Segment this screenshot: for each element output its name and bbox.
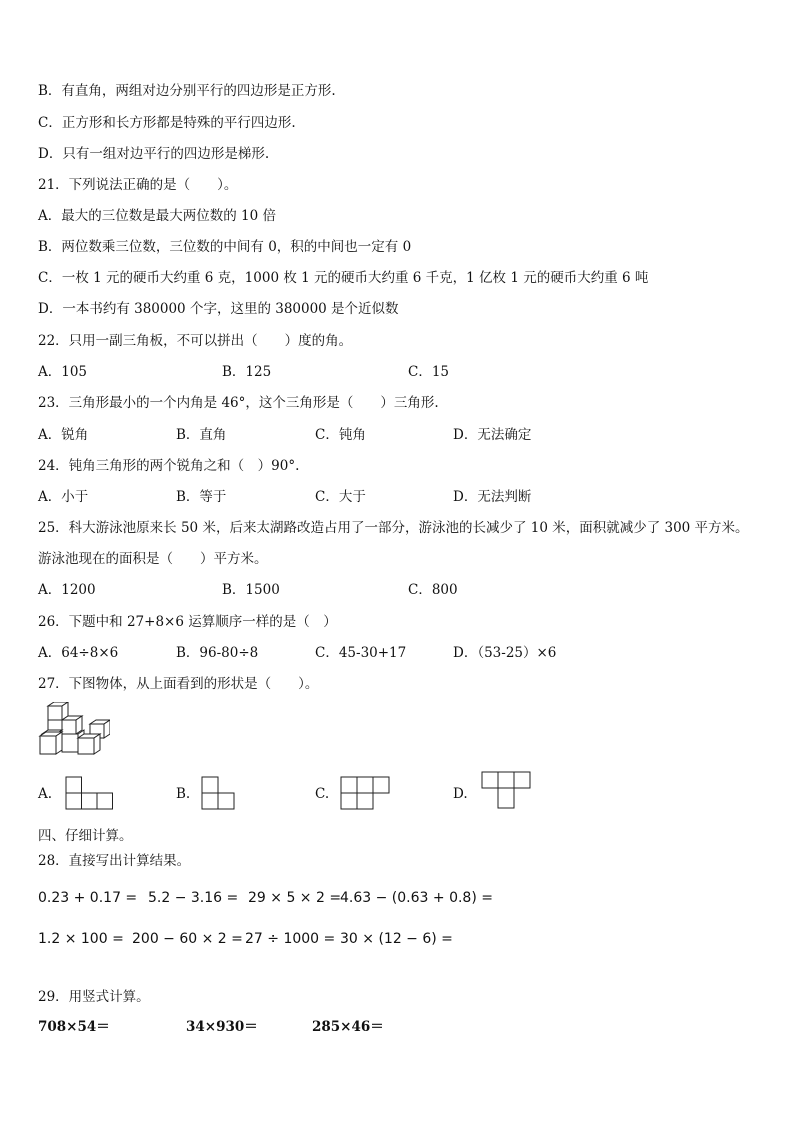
q28-expr-7: 27 ÷ 1000 =: [245, 931, 336, 947]
q24-option-b: B．等于: [176, 489, 227, 505]
q27-option-a: A.: [38, 786, 53, 802]
q22-stem: 22．只用一副三角板，不可以拼出（ ）度的角。: [38, 333, 353, 349]
q20-option-b: B．有直角，两组对边分别平行的四边形是正方形.: [38, 83, 336, 99]
q23-option-c: C．钝角: [315, 427, 366, 443]
q28-stem: 28．直接写出计算结果。: [38, 853, 191, 869]
q22-option-a: A．105: [38, 364, 88, 380]
q25-option-b: B．1500: [222, 582, 280, 598]
q27-option-c: C.: [315, 786, 330, 802]
q27-option-d: D.: [453, 786, 468, 802]
cube-stack-figure: [38, 702, 110, 756]
q21-option-b: B．两位数乘三位数，三位数的中间有 0，积的中间也一定有 0: [38, 239, 412, 255]
q23-option-d: D．无法确定: [453, 427, 532, 443]
q25-stem-line1: 25．科大游泳池原来长 50 米，后来太湖路改造占用了一部分，游泳池的长减少了 10 米，面积就减少了 300 平方米。: [38, 520, 749, 536]
q29-item-2: 34×930＝: [186, 1019, 258, 1035]
q22-option-c: C．15: [408, 364, 450, 380]
q25-stem-line2: 游泳池现在的面积是（ ）平方米。: [38, 551, 268, 567]
q29-item-1: 708×54＝: [38, 1019, 110, 1035]
q27-option-a-shape: [65, 776, 114, 810]
q21-stem: 21．下列说法正确的是（ ）。: [38, 177, 238, 193]
section-title-calculation: 四、仔细计算。: [38, 828, 133, 844]
q21-option-a: A．最大的三位数是最大两位数的 10 倍: [38, 208, 277, 224]
q28-expr-5: 1.2 × 100 =: [38, 931, 124, 947]
q28-expr-8: 30 × (12 − 6) =: [340, 931, 453, 947]
q27-option-c-shape: [340, 776, 390, 810]
q27-option-b: B.: [176, 786, 191, 802]
q25-option-c: C．800: [408, 582, 458, 598]
q29-item-3: 285×46＝: [312, 1019, 384, 1035]
q21-option-d: D．一本书约有 380000 个字，这里的 380000 是个近似数: [38, 301, 399, 317]
q27-stem: 27．下图物体，从上面看到的形状是（ ）。: [38, 676, 319, 692]
q28-expr-1: 0.23 + 0.17 =: [38, 890, 138, 906]
q23-option-a: A．锐角: [38, 427, 89, 443]
q23-option-b: B．直角: [176, 427, 227, 443]
q24-option-a: A．小于: [38, 489, 89, 505]
q28-expr-3: 29 × 5 × 2 =: [248, 890, 342, 906]
q20-option-c: C．正方形和长方形都是特殊的平行四边形.: [38, 115, 296, 131]
q26-option-b: B．96-80÷8: [176, 645, 259, 661]
q25-option-a: A．1200: [38, 582, 96, 598]
q26-option-a: A．64÷8×6: [38, 645, 119, 661]
q28-expr-4: 4.63 − (0.63 + 0.8) =: [340, 890, 493, 906]
q29-stem: 29．用竖式计算。: [38, 989, 150, 1005]
q28-expr-2: 5.2 − 3.16 =: [148, 890, 239, 906]
q23-stem: 23．三角形最小的一个内角是 46°，这个三角形是（ ）三角形.: [38, 395, 439, 411]
q28-expr-6: 200 − 60 × 2 =: [132, 931, 243, 947]
q24-option-d: D．无法判断: [453, 489, 532, 505]
q20-option-d: D．只有一组对边平行的四边形是梯形.: [38, 146, 270, 162]
q26-stem: 26．下题中和 27+8×6 运算顺序一样的是（ ）: [38, 614, 337, 630]
q26-option-d: D．（53-25）×6: [453, 645, 557, 661]
q22-option-b: B．125: [222, 364, 272, 380]
q24-stem: 24．钝角三角形的两个锐角之和（ ）90°.: [38, 458, 300, 474]
q21-option-c: C．一枚 1 元的硬币大约重 6 克，1000 枚 1 元的硬币大约重 6 千克，1 亿枚 1 元的硬币大约重 6 吨: [38, 270, 649, 286]
q26-option-c: C．45-30+17: [315, 645, 407, 661]
q27-option-d-shape: [481, 771, 531, 811]
q27-option-b-shape: [201, 776, 235, 810]
q24-option-c: C．大于: [315, 489, 366, 505]
